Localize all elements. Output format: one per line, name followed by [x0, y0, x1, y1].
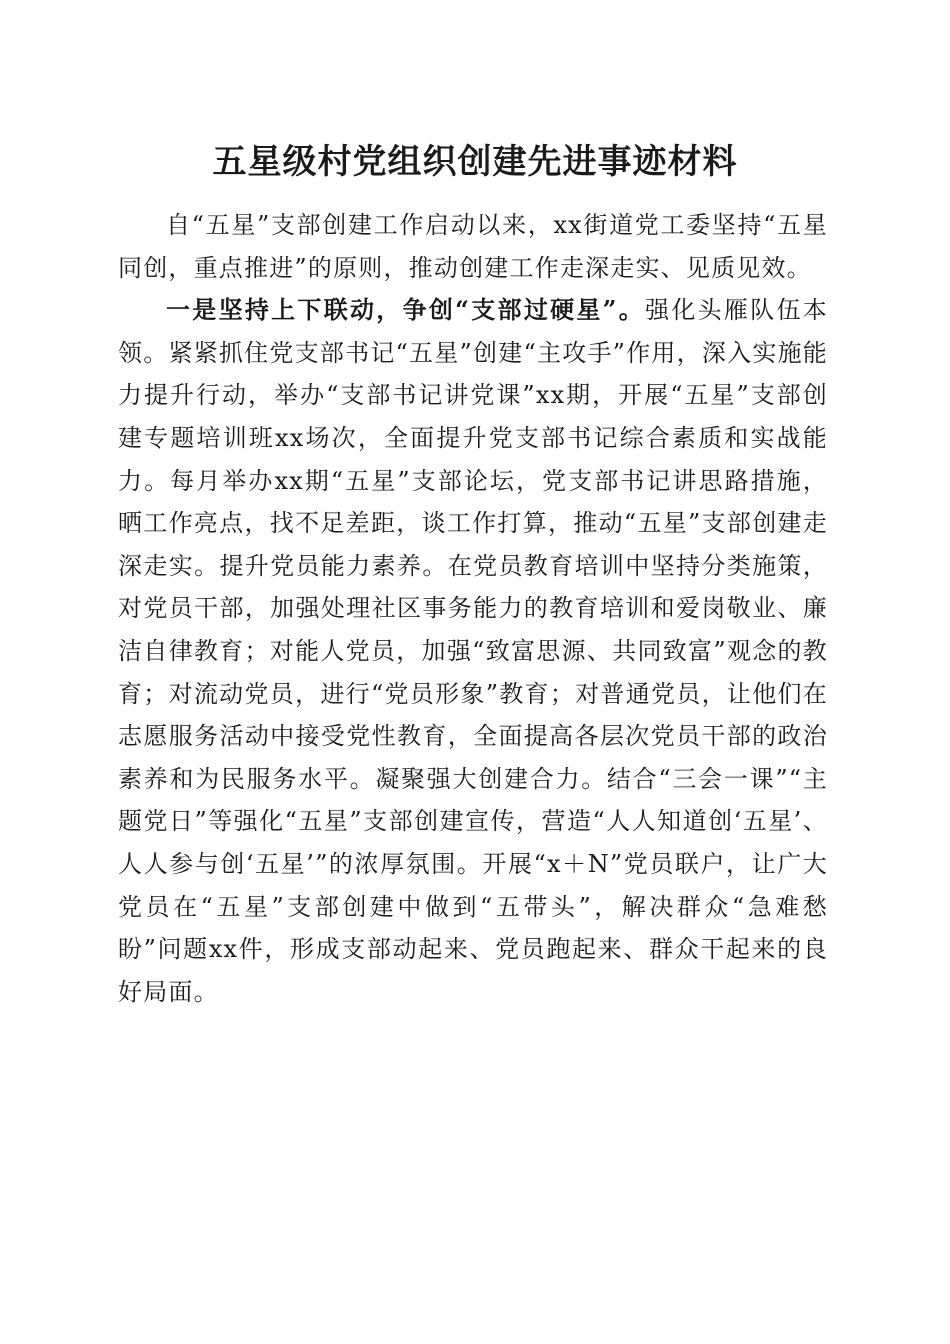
- document-title: 五星级村党组织创建先进事迹材料: [212, 142, 738, 182]
- section-1-body: 强化头雁队伍本领。紧紧抓住党支部书记“五星”创建“主攻手”作用，深入实施能力提升行动，举办“支部书记讲党课”xx期，开展“五星”支部创建专题培训班xx场次，全面提升党支部书记综合素质和实战能力。每月举办xx期“五星”支部论坛，党支部书记讲思路措施，晒工作亮点，找不足差距，谈工作打算，推动“五星”支部创建走深走实。提升党员能力素养。在党员教育培训中坚持分类施策，对党员干部，加强处理社区事务能力的教育培训和爱岗敬业、廉洁自律教育；对能人党员，加强“致富思源、共同致富”观念的教育；对流动党员，进行“党员形象”教育；对普通党员，让他们在志愿服务活动中接受党性教育，全面提高各层次党员干部的政治素养和为民服务水平。凝聚强大创建合力。结合“三会一课”“主题党日”等强化“五星”支部创建宣传，营造“人人知道创‘五星’、人人参与创‘五星’”的浓厚氛围。开展“x＋N”党员联户，让广大党员在“五星”支部创建中做到“五带头”，解决群众“急难愁盼”问题xx件，形成支部动起来、党员跑起来、群众干起来的良好局面。: [118, 296, 828, 1006]
- section-1-heading: 一是坚持上下联动，争创“支部过硬星”。: [166, 295, 646, 325]
- intro-paragraph: 自“五星”支部创建工作启动以来，xx街道党工委坚持“五星同创，重点推进”的原则，推动创建工作走深走实、见质见效。: [118, 211, 828, 282]
- document-body: [118, 204, 828, 1013]
- section-1-paragraph: [118, 289, 828, 1013]
